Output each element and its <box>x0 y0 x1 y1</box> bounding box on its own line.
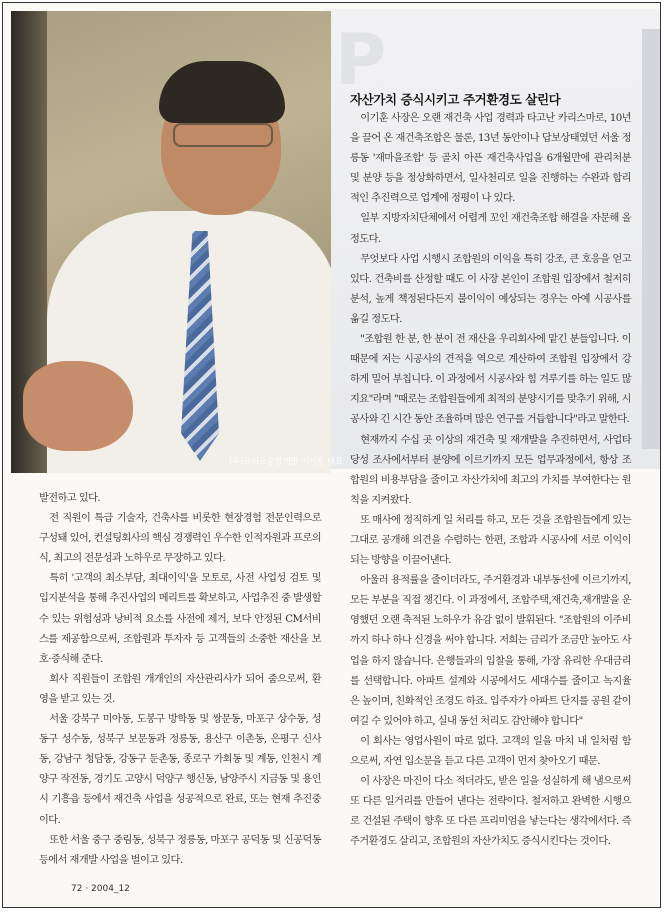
page-footer: 72 · 2004_12 <box>71 884 130 894</box>
paragraph: "조합원 한 분, 한 분이 전 재산을 우리회사에 맡긴 분들입니다. 이 때문에 저는 시공사의 견적을 역으로 계산하여 조합원 입장에서 강하게 밀어 부칩니다. 이 과정에서 시공사와 힘 겨루기를 하는 일도 많지요"라며 "때로는 조합원들에게 최적의 분양시기를 맞추기 위해, 시공사와 긴 시간 동안 조율하며 많은 연구를 거듭합니다"라고 말한다. <box>350 334 631 426</box>
paragraph: 특히 '고객의 최소부담, 최대이익'을 모토로, 사전 사업성 검토 및 입지분석을 통해 추진사업의 메리트를 확보하고, 사업추진 중 발생할 수 있는 위험성과 낭비적 요소를 사전에 제거, 보다 안정된 CM서비스를 제공함으로써, 조합원과 투자자 등 고객들의 소중한 재산을 보호·증식해 준다. <box>39 573 321 665</box>
paragraph: 이기훈 사장은 오랜 재건축 사업 경력과 타고난 카리스마로, 10년을 끌어 온 재건축조합은 물론, 13년 동안이나 답보상태였던 서울 정릉동 '재마을조합' 등 골치 아픈 재건축사업을 6개월만에 관리처분 및 분양 등을 정상화하면서, 일사천리로 일을 진행하는 수완과 합리적인 추진력으로 업계에 정평이 나 있다. <box>350 113 631 205</box>
paragraph: 또한 서울 중구 중림동, 성북구 정릉동, 마포구 공덕동 및 신공덕동 등에서 재개발 사업을 벌이고 있다. <box>39 834 321 866</box>
magazine-page <box>2 2 661 908</box>
paragraph: 아울러 용적률을 줄이더라도, 주거환경과 내부동선에 이르기까지, 모든 부분을 직접 챙긴다. 이 과정에서, 조합주택,재건축,재개발을 운영했던 오랜 축적된 노하우가 유감 없이 발휘된다. "조합원의 이주비까지 하나 하나 신경을 써야 합니다. 저희는 금리가 조금만 높아도 사업을 하지 않습니다. 은행들과의 입찰을 통해, 가장 유리한 우대금리를 선택합니다. 아파트 설계와 시공에서도 세대수를 줄이고 녹지율은 높이며, 친화적인 조경도 하죠. 입주자가 아파트 단지를 공원 같이 여길 수 있어야 하고, 실내 동선 처리도 감안해야 합니다" <box>350 575 631 727</box>
photo-caption: (주)프리모종합개발 이기훈 대표 <box>229 457 343 467</box>
photo-hair <box>159 61 285 123</box>
left-column <box>39 489 321 871</box>
paragraph: 전 직원이 특급 기술자, 건축사를 비롯한 현장경험 전문인력으로 구성돼 있어, 컨설팅회사의 핵심 경쟁력인 우수한 인적자원과 프로의식, 최고의 전문성과 노하우로 무장하고 있다. <box>39 513 321 565</box>
article-heading: 자산가치 증식시키고 주거환경도 살린다 <box>350 92 561 107</box>
paragraph: 발전하고 있다. <box>39 493 101 504</box>
paragraph: 이 회사는 영업사원이 따로 없다. 고객의 일을 마치 내 일처럼 함으로써, 자연 입소문을 듣고 다른 고객이 먼저 찾아오기 때문. <box>350 735 631 767</box>
paragraph: 서울 강북구 미아동, 도봉구 방학동 및 쌍문동, 마포구 상수동, 성동구 성수동, 성북구 보문동과 정릉동, 용산구 이촌동, 은평구 신사동, 강남구 청담동, 강동구 둔촌동, 종로구 가회동 및 계동, 인천시 계양구 작전동, 경기도 고양시 덕양구 행신동, 남양주시 지금동 및 용인시 기흥읍 등에서 재건축 사업을 성공적으로 완료, 또는 현재 추진중이다. <box>39 714 321 826</box>
paragraph: 또 매사에 정직하게 일 처리를 하고, 모든 것을 조합원들에게 있는 그대로 공개해 의견을 수렴하는 한편, 조합과 시공사에 서로 이익이 되는 방향을 이끌어낸다. <box>350 514 631 567</box>
portrait-photo <box>11 11 331 473</box>
photo-hand <box>23 361 133 451</box>
paragraph: 현재까지 수십 곳 이상의 재건축 및 재개발을 추진하면서, 사업타당성 조사에서부터 분양에 이르기까지 모든 업무과정에서, 항상 조합원의 비용부담을 줄이고 자산가치에 최고의 가치를 부여한다는 원칙을 지켜왔다. <box>350 434 631 506</box>
paragraph: 회사 직원들이 조합원 개개인의 자산관리사가 되어 줌으로써, 환영을 받고 있는 것. <box>39 673 321 705</box>
paragraph: 일부 지방자치단체에서 어렵게 꼬인 재건축조합 해결을 자문해 올 정도다. <box>350 213 631 245</box>
background-watermark-shape: P <box>335 19 387 101</box>
right-column <box>350 109 631 852</box>
background-pillar <box>642 29 660 449</box>
paragraph: 이 사장은 마진이 다소 적더라도, 받은 일을 성실하게 해 냄으로써 또 다른 일거리를 만들어 낸다는 전략이다. 철저하고 완벽한 시행으로 건설된 주택이 향후 또 다른 프리미엄을 낳는다는 생각에서다. 즉 주거환경도 살리고, 조합원의 자산가치도 증식시킨다는 것이다. <box>350 776 631 848</box>
paragraph: 무엇보다 사업 시행시 조합원의 이익을 특히 강조, 큰 호응을 얻고 있다. 건축비를 산정할 때도 이 사장 본인이 조합원 입장에서 철저히 분석, 높게 책정된다든지 불이익이 예상되는 경우는 아예 시공사를 옮길 정도다. <box>350 253 631 325</box>
photo-glasses <box>173 123 273 147</box>
